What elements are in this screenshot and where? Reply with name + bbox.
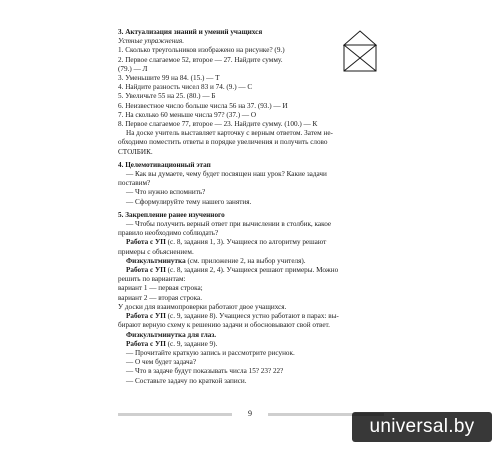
work-1	[118, 238, 384, 247]
page-body	[118, 28, 384, 386]
exercise-5: 5. Увеличьте 55 на 25. (80.) — Б	[118, 92, 216, 101]
work-4-text: (с. 9, задание 9).	[165, 339, 218, 348]
work-3-text: (с. 9, задание 8). Учащиеся устно работают в парах: вы-	[165, 312, 339, 321]
phys-1-label: Физкультминутка	[126, 256, 186, 265]
work-3-cont: бирают верную схему к решению задачи и обосновывают свой ответ.	[118, 321, 330, 330]
figure-roof	[344, 31, 376, 45]
final-line-2: — О чем будет задача?	[126, 358, 197, 367]
work-3	[118, 312, 384, 321]
final-line-4: — Составьте задачу по краткой записи.	[126, 376, 247, 385]
work-2	[118, 266, 384, 275]
teacher-note-line-2: обходимо поместить ответы в порядке увеличения и получить слово	[118, 138, 328, 147]
work-3-label: Работа с УП	[126, 312, 166, 321]
variant-1: вариант 1 — первая строка;	[118, 284, 203, 293]
watermark-text: universal.by	[369, 416, 475, 437]
teacher-note-line-1: На доске учитель выставляет карточку с верным ответом. Затем не-	[126, 129, 333, 138]
section-4-line-1: — Как вы думаете, чему будет посвящен наш урок? Какие задачи	[126, 170, 327, 179]
work-2-text: (с. 8, задания 2, 4). Учащиеся решают примеры. Можно	[165, 266, 339, 275]
page-number: 9	[248, 409, 252, 418]
exercise-4: 4. Найдите разность чисел 83 и 74. (9.) — С	[118, 83, 253, 92]
section-5-line-1: — Чтобы получить верный ответ при вычислении в столбик, какое	[126, 220, 332, 229]
work-1-cont: примеры с объяснением.	[118, 247, 194, 256]
exercise-3: 3. Уменьшите 99 на 84. (15.) — Т	[118, 74, 220, 83]
triangles-figure	[343, 30, 377, 72]
exercise-8: 8. Первое слагаемое 77, второе — 23. Найдите сумму. (100.) — К	[118, 120, 318, 129]
section-4-title: 4. Целемотивационный этап	[118, 160, 211, 169]
section-4-line-2: поставим?	[118, 179, 151, 188]
variant-2: вариант 2 — вторая строка.	[118, 293, 202, 302]
final-line-3: — Что в задаче будут показывать числа 15? 23? 22?	[126, 367, 284, 376]
final-line-1: — Прочитайте краткую запись и рассмотрите рисунок.	[126, 348, 295, 357]
section-5-line-2: правило необходимо соблюдать?	[118, 229, 219, 238]
section-4-line-3: — Что нужно вспомнить?	[126, 188, 206, 197]
exercise-1: 1. Сколько треугольников изображено на рисунке? (9.)	[118, 46, 285, 55]
work-2-cont: решить по вариантам:	[118, 275, 186, 284]
work-2-label: Работа с УП	[126, 266, 166, 275]
phys-2: Физкультминутка для глаз.	[126, 330, 217, 339]
board-line: У доски для взаимопроверки работают двое учащихся.	[118, 302, 287, 311]
phys-1	[118, 257, 384, 266]
section-4-line-4: — Сформулируйте тему нашего занятия.	[126, 197, 252, 206]
teacher-note-line-3: СТОЛБИК.	[118, 147, 153, 156]
section-3-subtitle: Устные упражнения.	[118, 37, 185, 46]
work-4-label: Работа с УП	[126, 339, 166, 348]
work-1-text: (с. 8, задания 1, 3). Учащиеся по алгоритму решают	[165, 238, 327, 247]
work-4	[118, 340, 384, 349]
footer-rule-left	[118, 413, 232, 416]
exercise-2-answer: (79.) — Л	[118, 64, 148, 73]
section-3-title: 3. Актуализация знаний и умений учащихся	[118, 28, 263, 36]
exercise-7: 7. На сколько 60 меньше числа 97? (37.) — О	[118, 110, 257, 119]
exercise-2: 2. Первое слагаемое 52, второе — 27. Найдите сумму.	[118, 55, 283, 64]
exercise-6: 6. Неизвестное число больше числа 56 на 37. (93.) — И	[118, 101, 288, 110]
work-1-label: Работа с УП	[126, 238, 166, 247]
phys-1-text: (см. приложение 2, на выбор учителя).	[185, 256, 306, 265]
section-5-title: 5. Закрепление ранее изученного	[118, 210, 225, 219]
